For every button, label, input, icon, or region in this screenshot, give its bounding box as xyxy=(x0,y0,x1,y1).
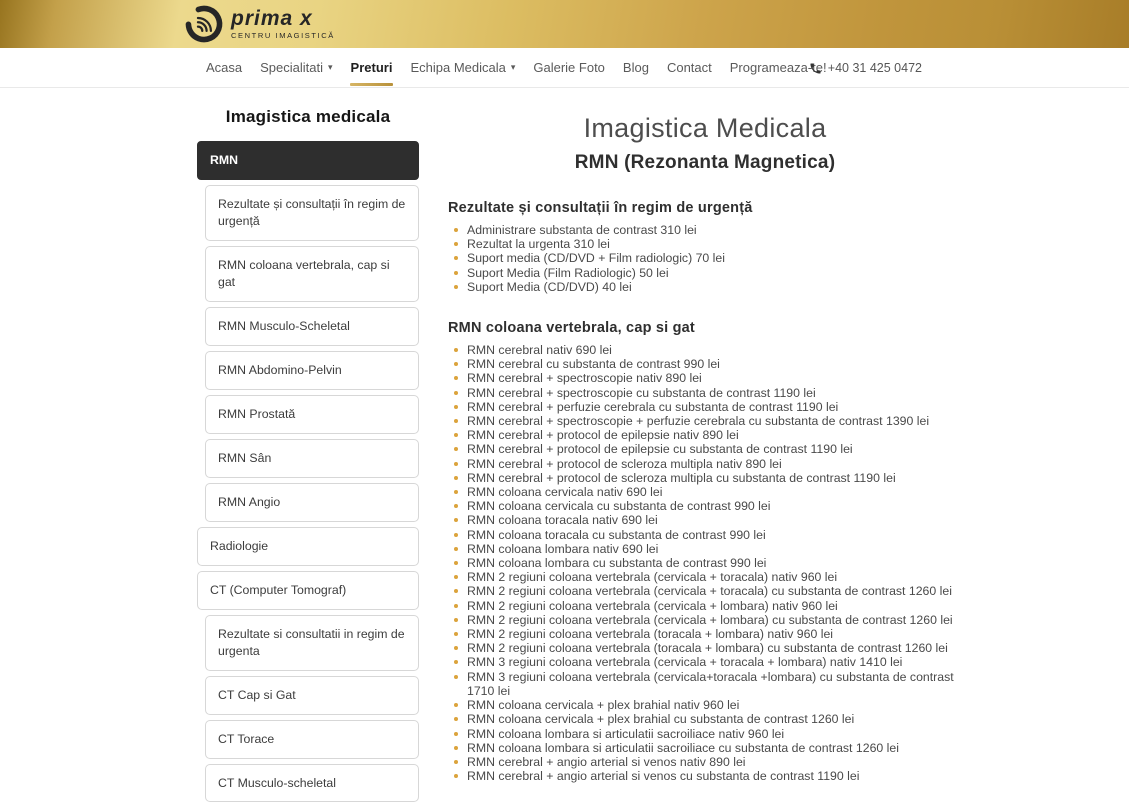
category-sidebar xyxy=(197,105,419,807)
sidebar-item-ct-computer-tomograf[interactable]: CT (Computer Tomograf) xyxy=(197,571,419,610)
nav-item-specialitati[interactable] xyxy=(251,48,341,87)
price-item: RMN coloana toracala nativ 690 lei xyxy=(448,513,962,527)
sidebar-item-rmn-angio[interactable]: RMN Angio xyxy=(205,483,419,522)
price-item: RMN coloana lombara nativ 690 lei xyxy=(448,542,962,556)
sidebar-item-rmn[interactable]: RMN xyxy=(197,141,419,180)
sidebar-item-ct-cap-si-gat[interactable]: CT Cap si Gat xyxy=(205,676,419,715)
sidebar-item-rezultate-i-consulta-ii-n-regim-de-urgen[interactable]: Rezultate și consultații în regim de urgență xyxy=(205,185,419,241)
price-item: RMN cerebral + protocol de epilepsie cu substanta de contrast 1190 lei xyxy=(448,442,962,456)
page-title: Imagistica Medicala xyxy=(583,113,827,143)
sidebar-list xyxy=(197,141,419,802)
nav-item-label: Blog xyxy=(622,60,649,75)
section-heading: Rezultate și consultații în regim de urgență xyxy=(448,200,753,216)
price-item: RMN coloana lombara si articulatii sacroiliace cu substanta de contrast 1260 lei xyxy=(448,741,962,755)
price-item: RMN cerebral + spectroscopie cu substanta de contrast 1190 lei xyxy=(448,386,962,400)
price-item: RMN cerebral + protocol de scleroza multipla cu substanta de contrast 1190 lei xyxy=(448,471,962,485)
chevron-down-icon: ▾ xyxy=(328,62,333,72)
price-item: RMN 2 regiuni coloana vertebrala (cervicala + toracala) nativ 960 lei xyxy=(448,570,962,584)
price-item: RMN coloana lombara cu substanta de contrast 990 lei xyxy=(448,556,962,570)
price-item: RMN cerebral + angio arterial si venos nativ 890 lei xyxy=(448,755,962,769)
price-list xyxy=(448,223,962,294)
nav-item-label: Programeaza-te! xyxy=(729,60,827,75)
price-item: RMN cerebral cu substanta de contrast 990 lei xyxy=(448,357,962,371)
price-item: RMN coloana lombara si articulatii sacroiliace nativ 960 lei xyxy=(448,727,962,741)
price-sections xyxy=(448,200,962,783)
price-item: RMN coloana toracala cu substanta de contrast 990 lei xyxy=(448,528,962,542)
price-item: RMN cerebral + protocol de epilepsie nativ 890 lei xyxy=(448,428,962,442)
nav-item-preturi[interactable] xyxy=(342,48,402,87)
price-item: RMN coloana cervicala nativ 690 lei xyxy=(448,485,962,499)
brand-tagline: CENTRU IMAGISTICĂ xyxy=(231,31,335,41)
sidebar-item-radiologie[interactable]: Radiologie xyxy=(197,527,419,566)
nav-item-blog[interactable] xyxy=(614,48,658,87)
nav-item-label: Specialitati xyxy=(260,60,324,75)
price-item: RMN coloana cervicala + plex brahial nativ 960 lei xyxy=(448,698,962,712)
page-subtitle: RMN (Rezonanta Magnetica) xyxy=(574,152,836,173)
price-item: RMN cerebral + angio arterial si venos cu substanta de contrast 1190 lei xyxy=(448,769,962,783)
nav-item-label: Echipa Medicala xyxy=(410,60,506,75)
nav-item-acasa[interactable] xyxy=(197,48,251,87)
main-navbar xyxy=(0,48,1129,88)
price-item: RMN coloana cervicala + plex brahial cu substanta de contrast 1260 lei xyxy=(448,712,962,726)
price-item: RMN cerebral nativ 690 lei xyxy=(448,343,962,357)
price-item: RMN 2 regiuni coloana vertebrala (toracala + lombara) cu substanta de contrast 1260 lei xyxy=(448,641,962,655)
price-item: Suport media (CD/DVD + Film radiologic) 70 lei xyxy=(448,251,962,265)
price-item: Suport Media (CD/DVD) 40 lei xyxy=(448,280,962,294)
nav-item-contact[interactable] xyxy=(658,48,721,87)
sidebar-item-rmn-s-n[interactable]: RMN Sân xyxy=(205,439,419,478)
price-item: RMN cerebral + perfuzie cerebrala cu substanta de contrast 1190 lei xyxy=(448,400,962,414)
nav-item-label: Galerie Foto xyxy=(533,60,605,75)
price-section-rmn-coloana-vertebrala-cap-si-gat xyxy=(448,320,962,783)
price-item: RMN cerebral + spectroscopie nativ 890 lei xyxy=(448,371,962,385)
price-item: RMN 3 regiuni coloana vertebrala (cervicala+toracala +lombara) cu substanta de contrast 1710 lei xyxy=(448,670,962,698)
sidebar-item-ct-torace[interactable]: CT Torace xyxy=(205,720,419,759)
sidebar-item-rmn-coloana-vertebrala-cap-si-gat[interactable]: RMN coloana vertebrala, cap si gat xyxy=(205,246,419,302)
price-item: RMN cerebral + spectroscopie + perfuzie cerebrala cu substanta de contrast 1390 lei xyxy=(448,414,962,428)
sidebar-item-rmn-abdomino-pelvin[interactable]: RMN Abdomino-Pelvin xyxy=(205,351,419,390)
sidebar-title: Imagistica medicala xyxy=(225,107,391,126)
price-content xyxy=(448,105,962,807)
brand-name: prima x xyxy=(231,7,313,31)
top-banner xyxy=(0,0,1129,48)
nav-item-label: Preturi xyxy=(350,60,393,75)
phone-number: +40 31 425 0472 xyxy=(827,61,922,75)
sidebar-item-rezultate-si-consultatii-in-regim-de-urgenta[interactable]: Rezultate si consultatii in regim de urgenta xyxy=(205,615,419,671)
price-item: Rezultat la urgenta 310 lei xyxy=(448,237,962,251)
price-item: RMN 2 regiuni coloana vertebrala (cervicala + lombara) cu substanta de contrast 1260 lei xyxy=(448,613,962,627)
price-item: RMN 2 regiuni coloana vertebrala (cervicala + lombara) nativ 960 lei xyxy=(448,599,962,613)
nav-item-echipa-medicala[interactable] xyxy=(401,48,524,87)
chevron-down-icon: ▾ xyxy=(510,62,516,72)
price-item: RMN 2 regiuni coloana vertebrala (cervicala + toracala) cu substanta de contrast 1260 lei xyxy=(448,584,962,598)
sidebar-item-rmn-prostat[interactable]: RMN Prostată xyxy=(205,395,419,434)
price-item: RMN 3 regiuni coloana vertebrala (cervicala + toracala + lombara) nativ 1410 lei xyxy=(448,655,962,669)
sidebar-item-ct-musculo-scheletal[interactable]: CT Musculo-scheletal xyxy=(205,764,419,803)
price-list xyxy=(448,343,962,783)
primax-logo-icon xyxy=(185,5,223,43)
nav-item-label: Acasa xyxy=(206,60,243,75)
price-section-rezultate-i-consulta-ii-n-regim-de-urgen xyxy=(448,200,962,294)
nav-menu xyxy=(197,48,836,87)
phone-contact[interactable] xyxy=(809,48,922,88)
section-heading: RMN coloana vertebrala, cap si gat xyxy=(448,320,695,337)
nav-item-label: Contact xyxy=(666,60,712,75)
price-item: Administrare substanta de contrast 310 lei xyxy=(448,223,962,237)
brand-logo[interactable] xyxy=(185,5,335,43)
nav-item-galerie-foto[interactable] xyxy=(524,48,614,87)
price-item: RMN coloana cervicala cu substanta de contrast 990 lei xyxy=(448,499,962,513)
price-item: RMN cerebral + protocol de scleroza multipla nativ 890 lei xyxy=(448,457,962,471)
price-item: Suport Media (Film Radiologic) 50 lei xyxy=(448,266,962,280)
price-item: RMN 2 regiuni coloana vertebrala (toracala + lombara) nativ 960 lei xyxy=(448,627,962,641)
sidebar-item-rmn-musculo-scheletal[interactable]: RMN Musculo-Scheletal xyxy=(205,307,419,346)
page-content xyxy=(0,88,1129,807)
phone-icon xyxy=(809,62,822,75)
